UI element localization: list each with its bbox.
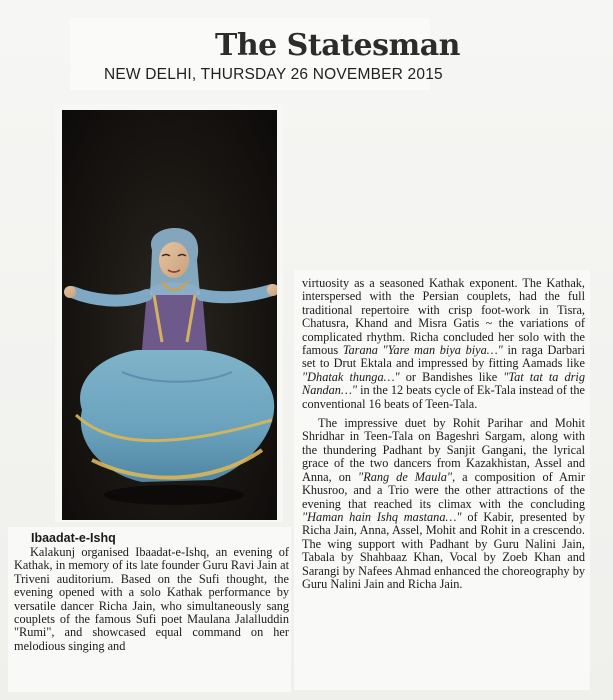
dancer-photo — [62, 110, 277, 520]
text-run-italic: "Haman hain Ishq mastana…" — [302, 509, 462, 524]
text-run: virtuosity as a seasoned Kathak exponent. The Kathak, interspersed with the Persian couplets, had the full traditional repertoire with crisp foot-work in Tisra, Chatusra, Khand and Misra Gatis ~ the variations of complicated rhythm. Richa concluded her solo with the famous — [302, 276, 585, 358]
text-run-italic: "Dhatak thunga…" — [302, 369, 400, 384]
article-heading: Ibaadat-e-Ishq — [31, 531, 116, 545]
article-right-column — [302, 277, 585, 591]
kathak-dancer-icon — [62, 110, 277, 520]
text-run: , a composition of Amir Khusroo, and a Trio were the other attractions of the evening that reached its climax with the concluding — [302, 469, 585, 511]
article-left-column — [14, 546, 289, 653]
dateline: NEW DELHI, THURSDAY 26 NOVEMBER 2015 — [104, 66, 443, 83]
article-paragraph-3 — [302, 417, 585, 591]
text-run: or Bandishes like — [399, 369, 504, 384]
text-run-italic: Tarana "Yare man biya biya…" — [342, 343, 503, 358]
text-run-italic: "Rang de Maula" — [358, 469, 453, 484]
text-run: The impressive duet by Rohit Parihar and Mohit Shridhar in Teen-Tala on Bageshri Sargam, along with the thundering Padhant by Sanjit Gangani, the lyrical grace of the two dancers from Kazakhistan, Assel and Anna, on — [302, 416, 585, 484]
article-paragraph-2 — [302, 277, 585, 411]
text-run: of Kabir, presented by Richa Jain, Anna, Assel, Mohit and Rohit in a crescendo. The wing support with Padhant by Guru Nalini Jain, Tabala by Shahbaaz Khan, Vocal by Zoeb Khan and Sarangi by Nafees Ahmad enhanced the choreography by Guru Nalini Jain and Richa Jain. — [302, 509, 585, 591]
text-run: in raga Darbari set to Drut Ektala and impressed by fitting Aamads like — [302, 343, 585, 371]
text-run: in the 12 beats cycle of Ek-Tala instead of the conventional 16 beats of Teen-Tala. — [302, 383, 585, 411]
text-run-italic: "Tat tat ta drig Nandan…" — [302, 369, 585, 398]
article-paragraph-1: Kalakunj organised Ibaadat-e-Ishq, an evening of Kathak, in memory of its late founder Guru Ravi Jain at Triveni auditorium. Based on the Sufi thought, the evening opened with a solo Kathak performance by versatile dancer Richa Jain, who simultaneously sang couplets of the famous Sufi poet Maulana Jalalluddin "Rumi", and showcased equal command on her melodious singing and — [14, 545, 289, 653]
masthead-title: The Statesman — [215, 28, 460, 63]
